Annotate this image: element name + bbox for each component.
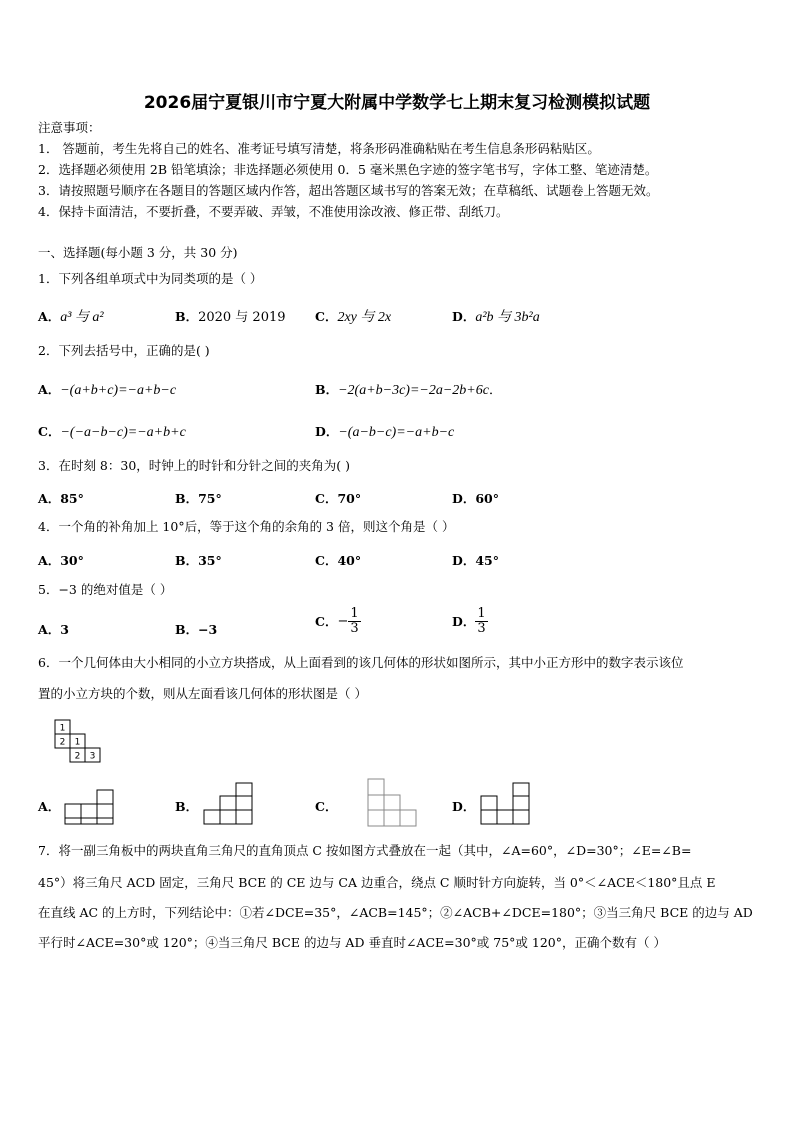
- q5-option-c-numerator: 1: [350, 606, 359, 621]
- q2-option-b: [315, 379, 502, 399]
- q5-option-d: [452, 607, 488, 636]
- q2-option-a-label: A．: [38, 382, 61, 397]
- section-heading: 一、选择题(每小题 3 分，共 30 分): [38, 245, 238, 260]
- q7-line-1: 7．将一副三角板中的两块直角三角尺的直角顶点 C 按如图方式叠放在一起（其中，∠A=60°，∠D=30°；∠E=∠B=: [38, 843, 692, 858]
- q6-option-c-label: C．: [315, 799, 338, 814]
- q1-option-b-label: B．: [175, 309, 199, 324]
- q5-option-b: B．−3: [175, 622, 218, 637]
- q3-option-d: D．60°: [452, 491, 499, 506]
- q5-option-d-numerator: 1: [477, 606, 486, 621]
- q6-stem-line-2: 置的小立方块的个数，则从左面看该几何体的形状图是（ ）: [38, 686, 367, 701]
- notice-item-1: 1． 答题前，考生先将自己的姓名、准考证号填写清楚，将条形码准确粘贴在考生信息条形码粘贴区。: [38, 141, 600, 156]
- q6-option-b-label: B．: [175, 799, 199, 814]
- notice-item-2: 2．选择题必须使用 2B 铅笔填涂；非选择题必须使用 0．5 毫米黑色字迹的签字笔书写，字体工整、笔迹清楚。: [38, 162, 658, 177]
- q1-option-d-label: D．: [452, 309, 476, 324]
- q3-option-b: B．75°: [175, 491, 222, 506]
- q5-stem: 5．−3 的绝对值是（ ）: [38, 582, 173, 597]
- q4-option-a: A．30°: [38, 553, 84, 568]
- q7-line-3: 在直线 AC 的上方时，下列结论中：①若∠DCE=35°，∠ACB=145°；②∠ACB+∠DCE=180°；③当三角尺 BCE 的边与 AD: [38, 905, 753, 920]
- notice-item-3: 3．请按照题号顺序在各题目的答题区域内作答，超出答题区域书写的答案无效；在草稿纸、试题卷上答题无效。: [38, 183, 659, 198]
- q6-option-a-label: A．: [38, 799, 61, 814]
- q2-option-d-label: D．: [315, 424, 339, 439]
- q5-option-d-label: D．: [452, 614, 476, 629]
- q1-option-a-math: a³ 与 a²: [60, 310, 104, 325]
- q1-option-a-label: A．: [38, 309, 61, 324]
- notice-heading: 注意事项：: [38, 120, 101, 135]
- q2-option-a-math: −(a+b+c)=−a+b−c: [60, 383, 177, 398]
- q1-option-b-text: 2020 与 2019: [198, 310, 286, 325]
- q2-option-c: [38, 421, 186, 441]
- q6-grid-cell-3: 1: [74, 737, 81, 748]
- q6-option-a-figure: [64, 782, 116, 826]
- q1-option-d: [452, 306, 540, 326]
- q2-option-b-end: ．: [488, 383, 502, 398]
- q3-option-c: C．70°: [315, 491, 362, 506]
- q1-option-c-math: 2xy 与 2x: [337, 310, 392, 325]
- q6-grid-cell-4: 2: [74, 751, 81, 762]
- q5-option-d-fraction: [475, 607, 487, 636]
- q4-option-c: C．40°: [315, 553, 362, 568]
- q4-option-d: D．45°: [452, 553, 499, 568]
- q1-option-c: [315, 306, 391, 326]
- q5-option-c-label: C．: [315, 614, 338, 629]
- q7-line-2: 45°）将三角尺 ACD 固定，三角尺 BCE 的 CE 边与 CA 边重合，绕点 C 顺时针方向旋转，当 0°＜∠ACE＜180°且点 E: [38, 875, 716, 890]
- q2-option-d-math: −(a−b−c)=−a+b−c: [338, 425, 455, 440]
- q6-option-d-figure: [480, 782, 532, 826]
- q6-grid-cell-1: 1: [59, 723, 66, 734]
- q3-stem: 3．在时刻 8：30，时钟上的时针和分针之间的夹角为( ): [38, 458, 351, 473]
- q6-stem-line-1: 6．一个几何体由大小相同的小立方块搭成，从上面看到的该几何体的形状如图所示，其中小正方形中的数字表示该位: [38, 655, 684, 670]
- q2-option-b-math: −2(a+b−3c)=−2a−2b+6c: [338, 383, 489, 398]
- q6-grid-cell-5: 3: [89, 751, 96, 762]
- q5-option-c: [315, 607, 361, 636]
- q1-stem: 1．下列各组单项式中为同类项的是（ ）: [38, 271, 263, 286]
- q5-option-c-fraction: [348, 607, 360, 636]
- notice-item-4: 4．保持卡面清洁，不要折叠，不要弄破、弄皱，不准使用涂改液、修正带、刮纸刀。: [38, 204, 509, 219]
- q5-option-d-denominator: 3: [477, 621, 486, 636]
- q4-stem: 4．一个角的补角加上 10°后，等于这个角的余角的 3 倍，则这个角是（ ）: [38, 519, 455, 534]
- q1-option-b: [175, 306, 286, 325]
- q4-option-b: B．35°: [175, 553, 222, 568]
- q6-option-d-label: D．: [452, 799, 476, 814]
- q6-top-view-grid: [54, 719, 110, 765]
- page-title: 2026届宁夏银川市宁夏大附属中学数学七上期末复习检测模拟试题: [143, 93, 651, 113]
- q6-grid-cell-2: 2: [59, 737, 66, 748]
- q5-option-c-denominator: 3: [350, 621, 359, 636]
- q7-line-4: 平行时∠ACE=30°或 120°；④当三角尺 BCE 的边与 AD 垂直时∠ACE=30°或 75°或 120°，正确个数有（ ）: [38, 935, 666, 950]
- q5-option-a: A．3: [38, 622, 69, 637]
- q2-option-d: [315, 421, 454, 441]
- q3-option-a: A．85°: [38, 491, 84, 506]
- q1-option-c-label: C．: [315, 309, 338, 324]
- q1-option-d-math: a²b 与 3b²a: [475, 310, 540, 325]
- q2-stem: 2．下列去括号中，正确的是( ): [38, 343, 210, 358]
- q6-option-c-figure: [367, 778, 419, 828]
- q6-option-b-figure: [203, 782, 255, 826]
- q2-option-a: [38, 379, 176, 399]
- q2-option-b-label: B．: [315, 382, 339, 397]
- q2-option-c-label: C．: [38, 424, 61, 439]
- q2-option-c-math: −(−a−b−c)=−a+b+c: [60, 425, 186, 440]
- q5-option-c-sign: −: [337, 614, 349, 629]
- q1-option-a: [38, 306, 104, 326]
